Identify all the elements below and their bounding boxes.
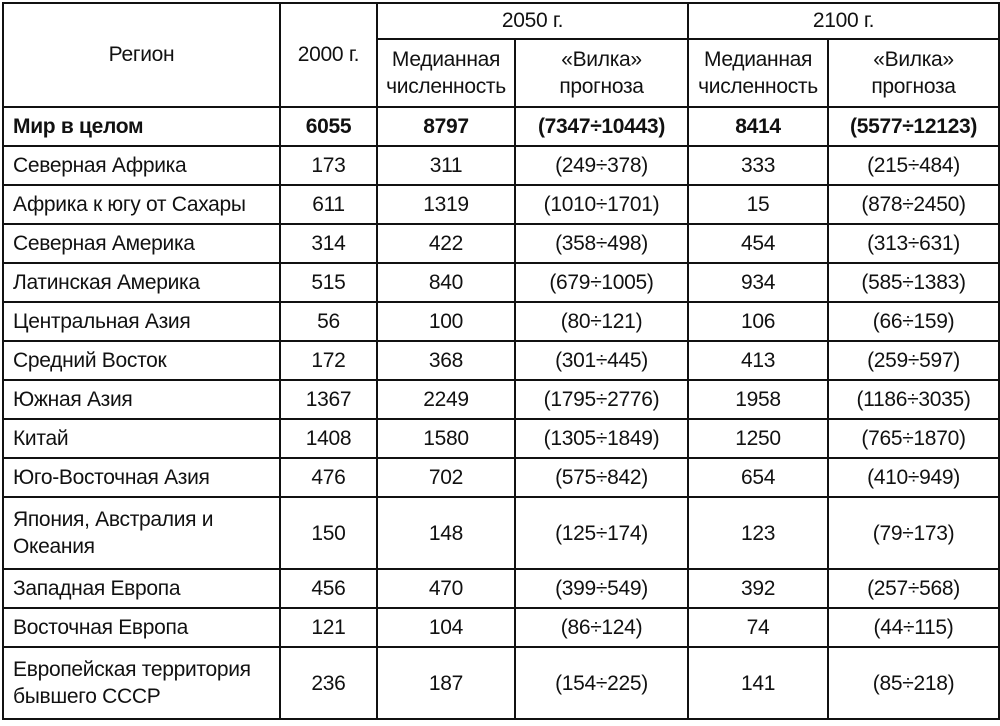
cell-range-2050: (1795÷2776) bbox=[515, 380, 688, 419]
header-year-2000: 2000 г. bbox=[280, 3, 377, 107]
cell-value-2000: 6055 bbox=[280, 107, 377, 146]
cell-range-2050: (86÷124) bbox=[515, 608, 688, 647]
cell-value-2000: 314 bbox=[280, 224, 377, 263]
cell-median-2100: 74 bbox=[688, 608, 828, 647]
cell-range-2050: (399÷549) bbox=[515, 569, 688, 608]
table-row bbox=[3, 419, 999, 458]
header-year-2100: 2100 г. bbox=[688, 3, 999, 39]
cell-median-2050: 148 bbox=[377, 497, 515, 569]
header-range-2100: «Вилка» прогноза bbox=[828, 39, 999, 107]
cell-range-2050: (80÷121) bbox=[515, 302, 688, 341]
table-row bbox=[3, 608, 999, 647]
header-range-2050: «Вилка» прогноза bbox=[515, 39, 688, 107]
cell-median-2050: 104 bbox=[377, 608, 515, 647]
cell-median-2100: 934 bbox=[688, 263, 828, 302]
population-forecast-table bbox=[2, 2, 1000, 720]
table-row bbox=[3, 146, 999, 185]
cell-region: Европейская территория бывшего СССР bbox=[3, 647, 280, 719]
cell-median-2050: 311 bbox=[377, 146, 515, 185]
cell-value-2000: 1367 bbox=[280, 380, 377, 419]
cell-range-2100: (215÷484) bbox=[828, 146, 999, 185]
cell-range-2100: (1186÷3035) bbox=[828, 380, 999, 419]
table-row bbox=[3, 302, 999, 341]
cell-median-2050: 187 bbox=[377, 647, 515, 719]
cell-value-2000: 611 bbox=[280, 185, 377, 224]
cell-range-2100: (313÷631) bbox=[828, 224, 999, 263]
cell-range-2050: (154÷225) bbox=[515, 647, 688, 719]
cell-value-2000: 121 bbox=[280, 608, 377, 647]
cell-range-2100: (44÷115) bbox=[828, 608, 999, 647]
table-row bbox=[3, 647, 999, 719]
cell-region: Китай bbox=[3, 419, 280, 458]
cell-range-2050: (249÷378) bbox=[515, 146, 688, 185]
cell-region: Юго-Восточная Азия bbox=[3, 458, 280, 497]
table-row bbox=[3, 185, 999, 224]
cell-median-2050: 368 bbox=[377, 341, 515, 380]
cell-median-2100: 1250 bbox=[688, 419, 828, 458]
cell-region: Центральная Азия bbox=[3, 302, 280, 341]
cell-median-2100: 454 bbox=[688, 224, 828, 263]
cell-range-2100: (79÷173) bbox=[828, 497, 999, 569]
header-region: Регион bbox=[3, 3, 280, 107]
table-row-total bbox=[3, 107, 999, 146]
cell-range-2050: (1010÷1701) bbox=[515, 185, 688, 224]
cell-median-2050: 470 bbox=[377, 569, 515, 608]
cell-value-2000: 456 bbox=[280, 569, 377, 608]
cell-region: Западная Европа bbox=[3, 569, 280, 608]
cell-range-2100: (259÷597) bbox=[828, 341, 999, 380]
cell-median-2050: 1580 bbox=[377, 419, 515, 458]
cell-region: Северная Америка bbox=[3, 224, 280, 263]
cell-median-2050: 100 bbox=[377, 302, 515, 341]
cell-median-2050: 702 bbox=[377, 458, 515, 497]
cell-median-2100: 654 bbox=[688, 458, 828, 497]
cell-region: Северная Африка bbox=[3, 146, 280, 185]
cell-region: Средний Восток bbox=[3, 341, 280, 380]
cell-range-2050: (301÷445) bbox=[515, 341, 688, 380]
cell-range-2050: (125÷174) bbox=[515, 497, 688, 569]
table-row bbox=[3, 458, 999, 497]
cell-region: Латинская Америка bbox=[3, 263, 280, 302]
cell-range-2050: (1305÷1849) bbox=[515, 419, 688, 458]
cell-median-2050: 422 bbox=[377, 224, 515, 263]
cell-value-2000: 172 bbox=[280, 341, 377, 380]
table-row bbox=[3, 497, 999, 569]
cell-value-2000: 515 bbox=[280, 263, 377, 302]
header-year-2050: 2050 г. bbox=[377, 3, 688, 39]
cell-value-2000: 150 bbox=[280, 497, 377, 569]
cell-median-2100: 333 bbox=[688, 146, 828, 185]
table-row bbox=[3, 224, 999, 263]
cell-range-2100: (66÷159) bbox=[828, 302, 999, 341]
cell-value-2000: 1408 bbox=[280, 419, 377, 458]
cell-region: Южная Азия bbox=[3, 380, 280, 419]
cell-region: Восточная Европа bbox=[3, 608, 280, 647]
cell-median-2100: 106 bbox=[688, 302, 828, 341]
table-body bbox=[3, 107, 999, 719]
cell-value-2000: 236 bbox=[280, 647, 377, 719]
cell-range-2050: (358÷498) bbox=[515, 224, 688, 263]
cell-median-2100: 392 bbox=[688, 569, 828, 608]
table-header bbox=[3, 3, 999, 107]
cell-value-2000: 173 bbox=[280, 146, 377, 185]
cell-median-2100: 141 bbox=[688, 647, 828, 719]
cell-median-2100: 413 bbox=[688, 341, 828, 380]
cell-region: Япония, Австралия и Океания bbox=[3, 497, 280, 569]
cell-median-2100: 8414 bbox=[688, 107, 828, 146]
cell-region: Мир в целом bbox=[3, 107, 280, 146]
cell-median-2050: 840 bbox=[377, 263, 515, 302]
cell-median-2100: 123 bbox=[688, 497, 828, 569]
cell-range-2100: (878÷2450) bbox=[828, 185, 999, 224]
cell-range-2100: (257÷568) bbox=[828, 569, 999, 608]
cell-median-2050: 8797 bbox=[377, 107, 515, 146]
table-row bbox=[3, 341, 999, 380]
header-row-years bbox=[3, 3, 999, 39]
header-median-2100: Медианная численность bbox=[688, 39, 828, 107]
cell-region: Африка к югу от Сахары bbox=[3, 185, 280, 224]
cell-value-2000: 56 bbox=[280, 302, 377, 341]
table-row bbox=[3, 263, 999, 302]
cell-median-2050: 1319 bbox=[377, 185, 515, 224]
cell-range-2100: (5577÷12123) bbox=[828, 107, 999, 146]
header-median-2050: Медианная численность bbox=[377, 39, 515, 107]
cell-value-2000: 476 bbox=[280, 458, 377, 497]
cell-median-2100: 15 bbox=[688, 185, 828, 224]
cell-range-2050: (575÷842) bbox=[515, 458, 688, 497]
cell-range-2100: (765÷1870) bbox=[828, 419, 999, 458]
cell-range-2050: (7347÷10443) bbox=[515, 107, 688, 146]
cell-range-2100: (85÷218) bbox=[828, 647, 999, 719]
cell-median-2100: 1958 bbox=[688, 380, 828, 419]
table-row bbox=[3, 380, 999, 419]
cell-median-2050: 2249 bbox=[377, 380, 515, 419]
cell-range-2100: (585÷1383) bbox=[828, 263, 999, 302]
cell-range-2050: (679÷1005) bbox=[515, 263, 688, 302]
table-row bbox=[3, 569, 999, 608]
cell-range-2100: (410÷949) bbox=[828, 458, 999, 497]
